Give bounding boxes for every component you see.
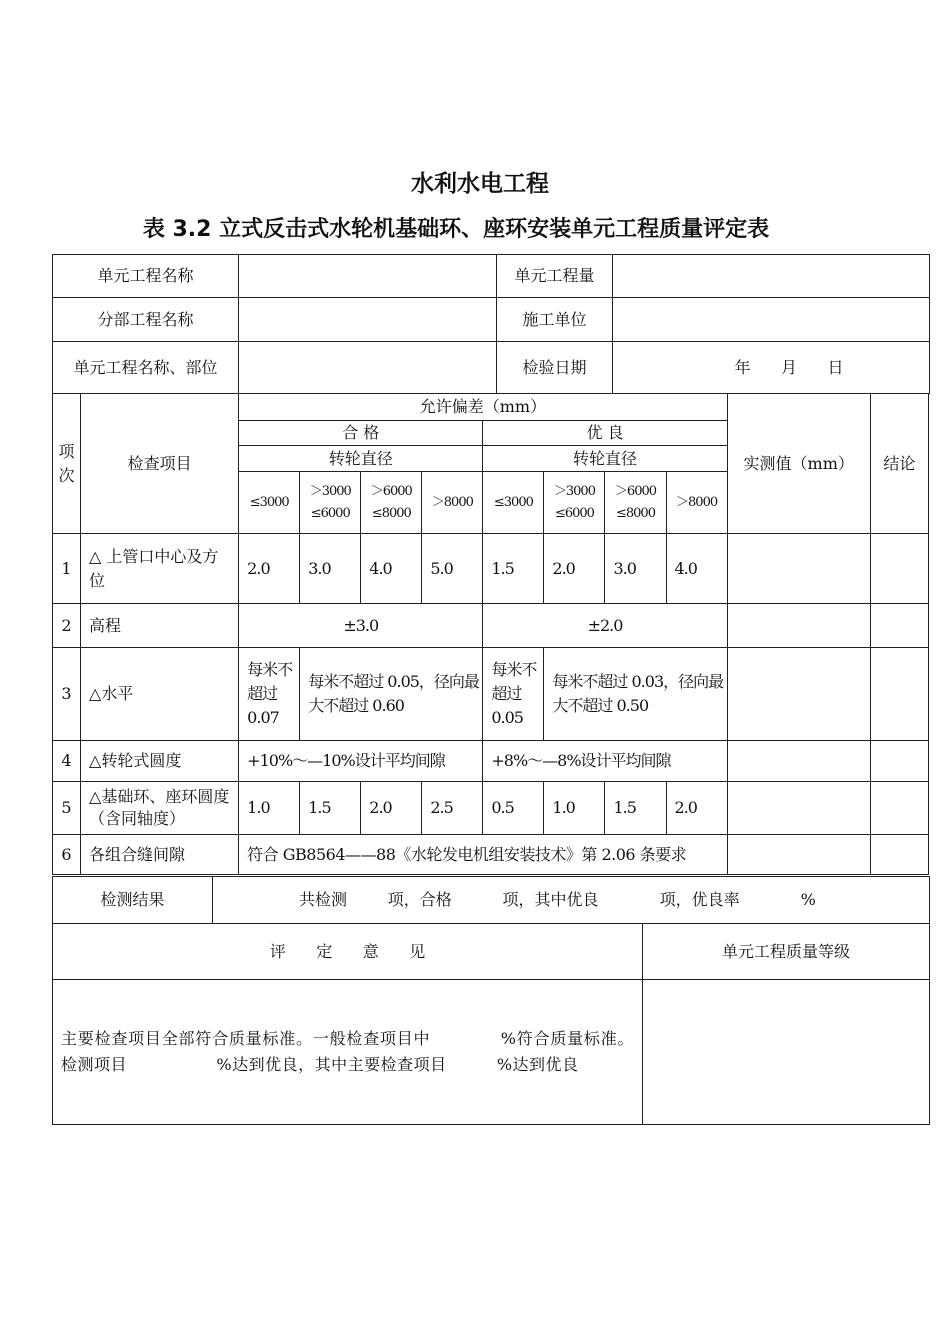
value-cell: 1.5 [483,534,544,604]
table-row [53,782,929,835]
measured-cell[interactable] [727,782,870,835]
e-col-gt8000: ＞8000 [666,472,727,534]
unit-quantity-label: 单元工程量 [497,255,613,298]
qualified-value: +10%～—10%设计平均间隙 [239,741,483,782]
excellent-small-value: 每米不超过0.05 [483,648,544,741]
value-cell: 0.5 [483,782,544,835]
unit-name-label: 单元工程名称 [53,255,239,298]
inspection-date-field[interactable]: 年 月 日 [613,342,930,394]
result-table [52,876,930,924]
info-table [52,254,930,394]
q-col-gt8000: ＞8000 [422,472,483,534]
form-title: 表 3.2 立式反击式水轮机基础环、座环安装单元工程质量评定表 [142,217,770,242]
requirement-value: 符合 GB8564——88《水轮发电机组安装技术》第 2.06 条要求 [239,835,727,875]
inspection-date-label: 检验日期 [497,342,613,394]
excellent-value: +8%～—8%设计平均间隙 [483,741,727,782]
value-cell: 2.0 [361,782,422,835]
row-no: 6 [53,835,81,875]
result-summary[interactable]: 共检测 项，合格 项，其中优良 项，优良率 % [213,877,930,924]
value-cell: 2.0 [544,534,605,604]
conclusion-cell[interactable] [870,648,928,741]
table-row [53,741,929,782]
conclusion-cell[interactable] [870,741,928,782]
unit-name-field[interactable] [239,255,497,298]
q-col-6000-8000: ＞6000 ≤8000 [361,472,422,534]
row-no: 3 [53,648,81,741]
division-name-label: 分部工程名称 [53,298,239,342]
conclusion-cell[interactable] [870,534,928,604]
row-no: 1 [53,534,81,604]
value-cell: 4.0 [666,534,727,604]
row-item: △转轮式圆度 [81,741,239,782]
row-item: 高程 [81,604,239,648]
table-row [53,835,929,875]
document-title: 水利水电工程 [411,171,549,197]
table-row [53,534,929,604]
measured-cell[interactable] [727,604,870,648]
measured-cell[interactable] [727,835,870,875]
result-label: 检测结果 [53,877,213,924]
q-col-le3000: ≤3000 [239,472,300,534]
e-col-6000-8000: ＞6000 ≤8000 [605,472,666,534]
value-cell: 1.0 [544,782,605,835]
row-no: 4 [53,741,81,782]
grade-label: 单元工程质量等级 [643,924,930,980]
unit-quantity-field[interactable] [613,255,930,298]
value-cell: 4.0 [361,534,422,604]
e-col-le3000: ≤3000 [483,472,544,534]
qualified-small-value: 每米不超过0.07 [239,648,300,741]
e-col-3000-6000: ＞3000 ≤6000 [544,472,605,534]
conclusion-cell[interactable] [870,782,928,835]
value-cell: 1.0 [239,782,300,835]
conclusion-header: 结论 [870,394,928,534]
value-cell: 3.0 [605,534,666,604]
row-no: 5 [53,782,81,835]
value-cell: 5.0 [422,534,483,604]
inspection-table [52,393,929,875]
excellent-diameter-header: 转轮直径 [483,446,727,472]
opinion-text[interactable]: 主要检查项目全部符合质量标准。一般检查项目中 %符合质量标准。检测项目 %达到优良，其中主要检查项目 %达到优良 [53,980,643,1125]
evaluation-table [52,923,930,1125]
row-no: 2 [53,604,81,648]
row-item: △ 上管口中心及方位 [81,534,239,604]
excellent-header: 优 良 [483,421,727,446]
value-cell: 1.5 [300,782,361,835]
check-item-header: 检查项目 [81,394,239,534]
contractor-label: 施工单位 [497,298,613,342]
value-cell: 2.5 [422,782,483,835]
qualified-diameter-header: 转轮直径 [239,446,483,472]
tolerance-header: 允许偏差（mm） [239,394,727,421]
table-row [53,604,929,648]
value-cell: 2.0 [239,534,300,604]
measured-cell[interactable] [727,741,870,782]
measured-header: 实测值（mm） [727,394,870,534]
row-item: 各组合缝间隙 [81,835,239,875]
row-item: △水平 [81,648,239,741]
qualified-large-value: 每米不超过 0.05，径向最大不超过 0.60 [300,648,483,741]
measured-cell[interactable] [727,534,870,604]
value-cell: 2.0 [666,782,727,835]
unit-name-part-label: 单元工程名称、部位 [53,342,239,394]
item-no-header: 项次 [53,394,81,534]
opinion-label: 评 定 意 见 [53,924,643,980]
contractor-field[interactable] [613,298,930,342]
row-item: △基础环、座环圆度（含同轴度） [81,782,239,835]
excellent-large-value: 每米不超过 0.03，径向最大不超过 0.50 [544,648,727,741]
table-row [53,648,929,741]
qualified-header: 合 格 [239,421,483,446]
excellent-value: ±2.0 [483,604,727,648]
conclusion-cell[interactable] [870,835,928,875]
qualified-value: ±3.0 [239,604,483,648]
conclusion-cell[interactable] [870,604,928,648]
grade-field[interactable] [643,980,930,1125]
value-cell: 3.0 [300,534,361,604]
unit-name-part-field[interactable] [239,342,497,394]
q-col-3000-6000: ＞3000 ≤6000 [300,472,361,534]
division-name-field[interactable] [239,298,497,342]
measured-cell[interactable] [727,648,870,741]
value-cell: 1.5 [605,782,666,835]
